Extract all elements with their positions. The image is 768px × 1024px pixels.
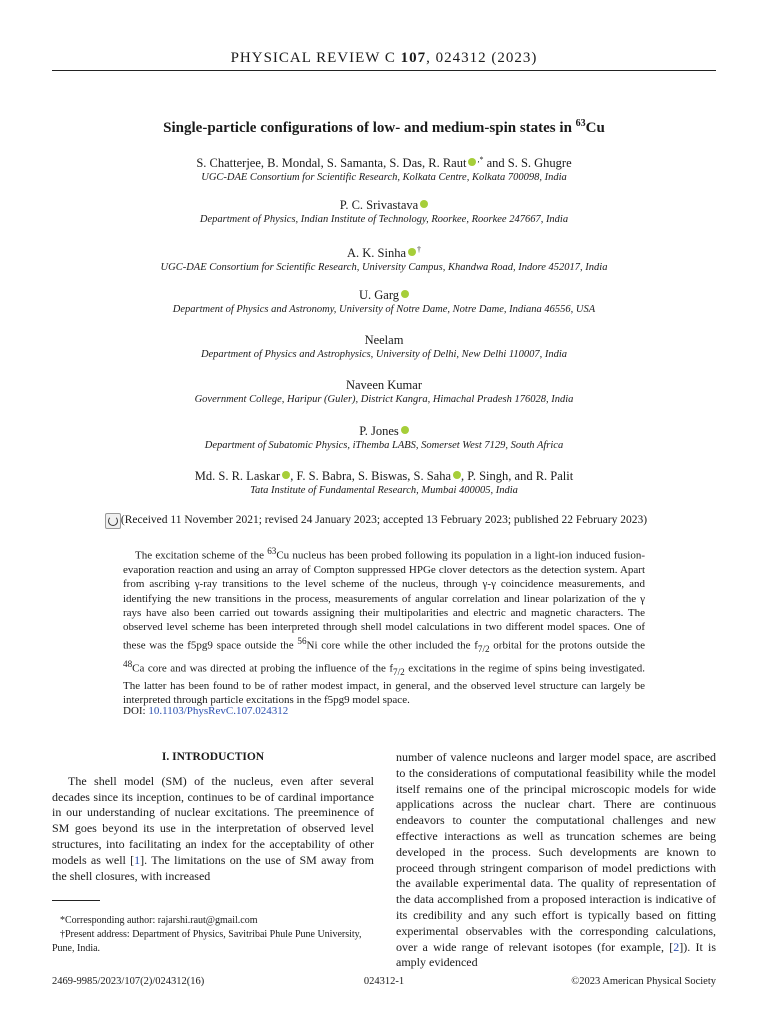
doi-link[interactable]: 10.1103/PhysRevC.107.024312 [148,705,289,717]
orcid-icon[interactable] [401,290,409,298]
abstract-superscript: 48 [123,658,133,669]
orcid-icon[interactable] [453,471,461,479]
footer-page-number: 024312-1 [363,976,405,987]
author-names: Neelam [364,333,404,347]
affiliation: Tata Institute of Fundamental Research, Mumbai 400005, India [250,485,518,496]
footnote-rule [52,900,100,901]
orcid-icon[interactable] [401,426,409,434]
title-isotope-mass: 63 [575,118,586,129]
section-heading: I. INTRODUCTION [161,751,265,763]
title-isotope-symbol: Cu [585,120,605,136]
affiliation: Department of Physics and Astrophysics, University of Delhi, New Delhi 110007, India [200,349,568,360]
body-text: ]). It is amply evidenced [396,939,717,970]
footnote-corresponding: *Corresponding author: rajarshi.raut@gmail.com [60,915,258,926]
abstract [123,544,645,707]
author-list [0,197,768,213]
author-names: , F. S. Babra, S. Biswas, S. Saha [290,469,452,483]
affiliation: Department of Subatomic Physics, iThemba LABS, Somerset West 7129, South Africa [204,440,564,451]
author-list [0,423,768,439]
footer-copyright: ©2023 American Physical Society [571,976,716,987]
author-names: A. K. Sinha [346,246,407,260]
author-list [0,287,768,303]
orcid-icon[interactable] [408,248,416,256]
author-group [0,242,768,275]
body-paragraph [396,750,716,971]
author-group [0,287,768,317]
journal-header [0,50,768,67]
author-list [0,242,768,261]
citation-link[interactable]: 2 [673,939,680,954]
author-names: and S. S. Ghugre [483,156,572,170]
abstract-text: Ca core and was directed at probing the influence of the f [132,662,393,675]
author-group [0,423,768,453]
header-rule [52,70,716,71]
author-group [0,152,768,185]
affiliation: Government College, Haripur (Guler), District Kangra, Himachal Pradesh 176028, India [194,394,574,405]
abstract-text: orbital for the protons outside the [489,640,645,653]
author-names: P. C. Srivastava [339,198,419,212]
received-dates: (Received 11 November 2021; revised 24 January 2023; accepted 13 February 2023; published 22 February 2023) [120,514,648,526]
orcid-icon[interactable] [420,200,428,208]
doi-line [123,705,288,717]
paper-title [0,118,768,137]
abstract-text: Ni core while the other included the f [306,640,478,653]
affiliation: Department of Physics, Indian Institute of Technology, Roorkee, Roorkee 247667, India [199,214,569,225]
body-text: ]. The limitations on the use of SM away from the shell closures, with increased [52,852,374,883]
citation-link[interactable]: 1 [134,852,141,867]
body-text: number of valence nucleons and larger model space, are ascribed to the considerations of computational feasibility while the model itself remains one of the principal microscopic models for wide applications across the nuclear chart. There are continuous endeavors to counter the computational challenges and new effective interactions as well as truncation schemes are being developed in the process. Such developments are known to proceed through stringent comparison of model predictions with the available experimental data. The quality of representation of the data accomplished from a proposed interaction is indicative of its credibility and any such effort is typically based on fitting experimental observables with the corresponding calculations, over a wide range of relevant isotopes (for example, [ [396,750,716,954]
author-names: Md. S. R. Laskar [194,469,281,483]
doi-label: DOI: [123,705,149,717]
author-group [0,332,768,362]
author-mark: † [417,245,422,254]
affiliation: UGC-DAE Consortium for Scientific Research, University Campus, Khandwa Road, Indore 452017, India [160,262,608,273]
affiliation: UGC-DAE Consortium for Scientific Research, Kolkata Centre, Kolkata 700098, India [201,172,567,183]
abstract-text: The excitation scheme of the [135,549,268,562]
affiliation: Department of Physics and Astronomy, University of Notre Dame, Notre Dame, Indiana 46556, USA [172,304,596,315]
author-names: Naveen Kumar [345,378,422,392]
author-names: , P. Singh, and R. Palit [461,469,574,483]
abstract-superscript: 56 [297,636,307,647]
author-list [0,468,768,484]
right-column [396,750,716,971]
abstract-text: Cu nucleus has been probed following its population in a light-ion induced fusion-evaporation reaction and using an array of Compton suppressed HPGe clover detectors as the detection system. Apart from ascribing γ-ray transitions to the level scheme of the nucleus, through γ-γ coincidence measurements, and identifying the new transitions in the process, measurements of angular correlation and linear polarization of the γ rays have also been carried out towards assigning their multipolarities and electric and magnetic characters. The observed level scheme has been interpreted through shell model calculations in two different model spaces. One of these was the f5pg9 space outside the [123,549,645,653]
author-names: P. Jones [359,424,399,438]
abstract-subscript: 7/2 [477,644,490,655]
author-group [0,468,768,498]
author-mark: ,* [477,155,484,164]
abstract-subscript: 7/2 [393,666,405,677]
abstract-text: excitations in the regime of spins being investigated. The latter has been found to be of rather modest impact, in general, and the observed level structure can largely be interpreted through particle excitations in the f5pg9 model space. [123,662,646,707]
left-column [52,750,374,884]
author-group [0,377,768,407]
journal-citation: , 024312 (2023) [426,50,538,66]
author-list [0,152,768,171]
author-group [0,197,768,227]
body-text: The shell model (SM) of the nucleus, even after several decades since its inception, continues to be of cardinal importance in our understanding of nuclear excitations. The preeminence of SM goes beyond its use in the interpretation of observed level structures, into facilitating an index for the acceptability of other models as well [ [52,773,374,867]
journal-name: PHYSICAL REVIEW C [230,50,396,66]
footnote-present-address: †Present address: Department of Physics, Savitribai Phule Pune University, Pune, India. [52,929,362,954]
author-names: U. Garg [358,288,400,302]
footer-issn: 2469-9985/2023/107(2)/024312(16) [52,976,205,987]
body-paragraph [52,774,374,885]
footnotes [52,914,374,956]
journal-volume: 107 [400,50,427,66]
orcid-icon[interactable] [468,158,476,166]
title-text: Single-particle configurations of low- and medium-spin states in [163,120,576,136]
author-names: S. Chatterjee, B. Mondal, S. Samanta, S. Das, R. Raut [196,156,467,170]
orcid-icon[interactable] [282,471,290,479]
abstract-superscript: 63 [267,546,277,556]
